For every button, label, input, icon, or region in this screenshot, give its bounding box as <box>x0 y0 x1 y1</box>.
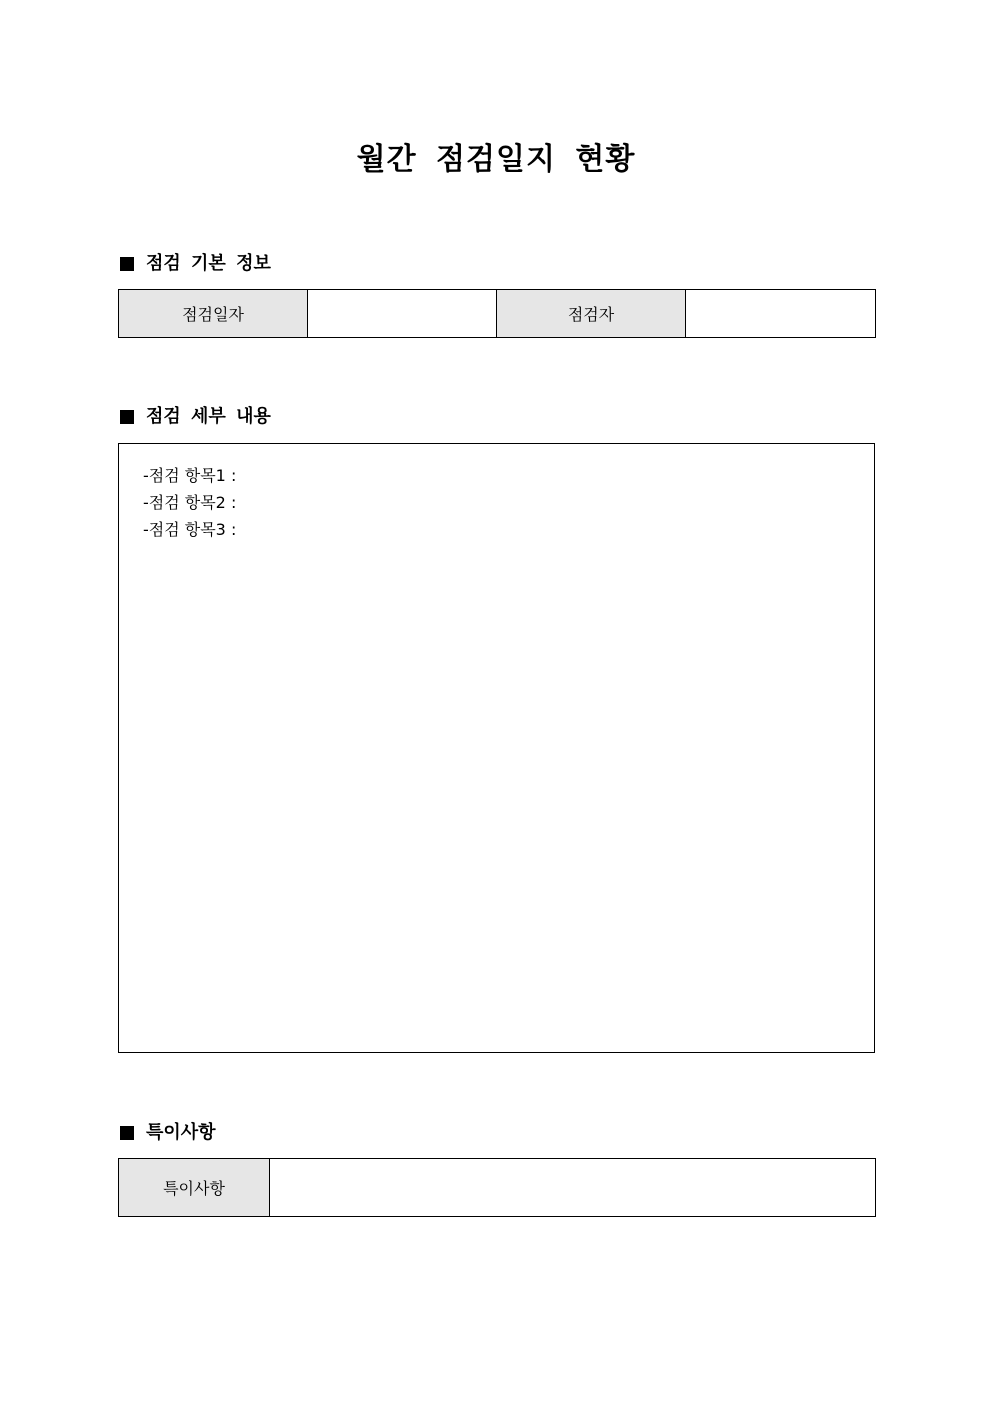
remarks-label: 특이사항 <box>119 1159 270 1217</box>
basic-info-table <box>118 289 876 338</box>
inspector-label: 점검자 <box>497 290 686 338</box>
section-heading-label: 점검 세부 내용 <box>146 406 271 427</box>
detail-item-1: -점검 항목1 : <box>143 466 237 485</box>
section-heading-label: 점검 기본 정보 <box>146 253 271 274</box>
remarks-table <box>118 1158 876 1217</box>
section-heading-basic-info <box>118 252 271 276</box>
black-square-icon <box>120 257 134 271</box>
black-square-icon <box>120 1126 134 1140</box>
inspection-details-field[interactable] <box>118 443 875 1053</box>
detail-item-2: -점검 항목2 : <box>143 493 237 512</box>
table-row <box>119 290 876 338</box>
section-heading-remarks <box>118 1121 216 1145</box>
section-heading-label: 특이사항 <box>146 1122 216 1143</box>
inspection-date-label: 점검일자 <box>119 290 308 338</box>
section-heading-details <box>118 405 271 429</box>
page-title: 월간 점검일지 현황 <box>356 142 636 177</box>
black-square-icon <box>120 410 134 424</box>
table-row <box>119 1159 876 1217</box>
detail-item-3: -점검 항목3 : <box>143 520 237 539</box>
remarks-field[interactable] <box>270 1159 876 1217</box>
inspector-field[interactable] <box>686 290 876 338</box>
inspection-date-field[interactable] <box>308 290 497 338</box>
